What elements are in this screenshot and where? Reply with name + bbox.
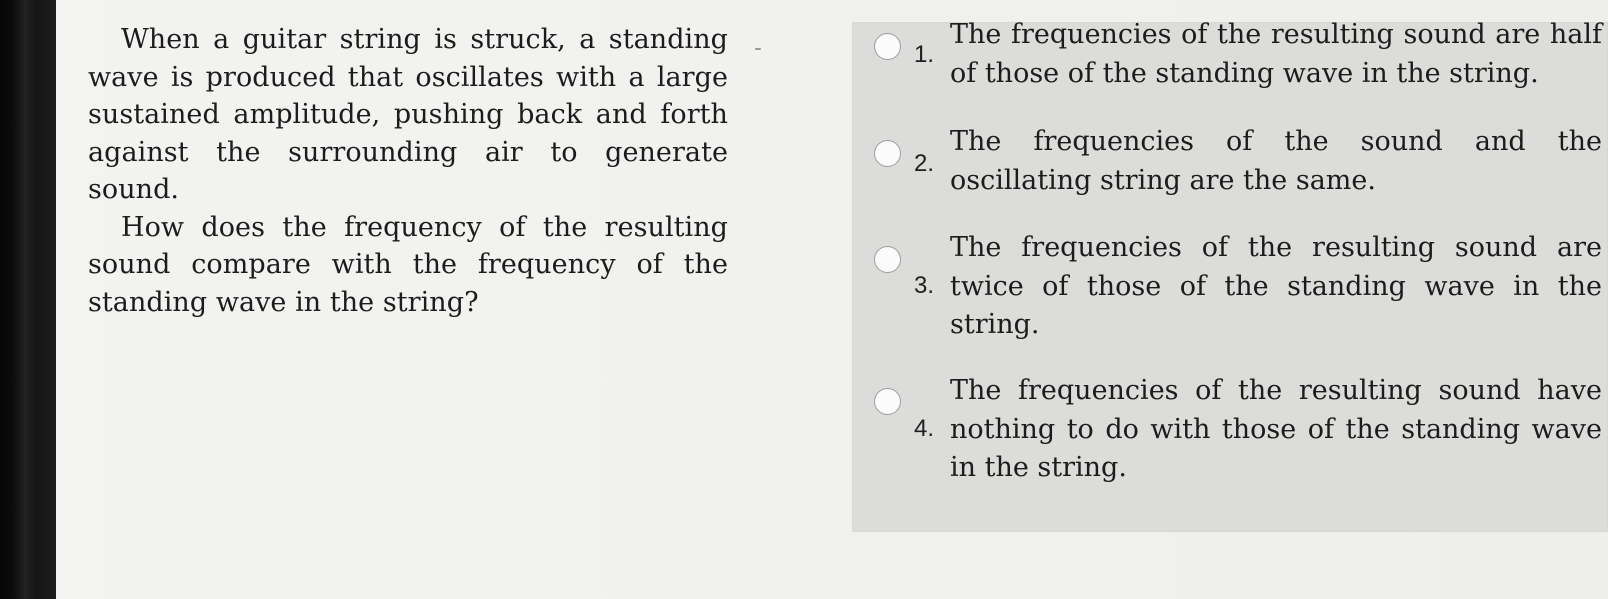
monitor-bezel bbox=[0, 0, 56, 599]
question-text bbox=[88, 21, 728, 321]
question-paragraph-2: How does the frequency of the resulting sound compare with the frequency of the standing wave in the string? bbox=[88, 211, 728, 318]
option-2-text: The frequencies of the sound and the oscillating string are the same. bbox=[950, 126, 1602, 196]
option-1-radio[interactable] bbox=[874, 33, 901, 60]
option-3-number: 3. bbox=[914, 272, 935, 299]
option-4-text: The frequencies of the resulting sound have nothing to do with those of the standing wave in the string. bbox=[950, 375, 1602, 483]
option-3-text: The frequencies of the resulting sound are twice of those of the standing wave in the string. bbox=[950, 232, 1602, 340]
option-1-number: 1. bbox=[914, 41, 935, 68]
option-2-number: 2. bbox=[914, 150, 935, 177]
stray-mark bbox=[755, 48, 761, 50]
option-2-radio[interactable] bbox=[874, 140, 901, 167]
question-paragraph-1: When a guitar string is struck, a standing wave is produced that oscillates with a large sustained amplitude, pushing back and forth against the surrounding air to generate sound. bbox=[88, 24, 728, 205]
option-3-radio[interactable] bbox=[874, 246, 901, 273]
option-1-text: The frequencies of the resulting sound are half of those of the standing wave in the string. bbox=[950, 19, 1602, 89]
answer-options-panel bbox=[852, 19, 1608, 532]
option-4-radio[interactable] bbox=[874, 388, 901, 415]
option-4-number: 4. bbox=[914, 415, 935, 442]
